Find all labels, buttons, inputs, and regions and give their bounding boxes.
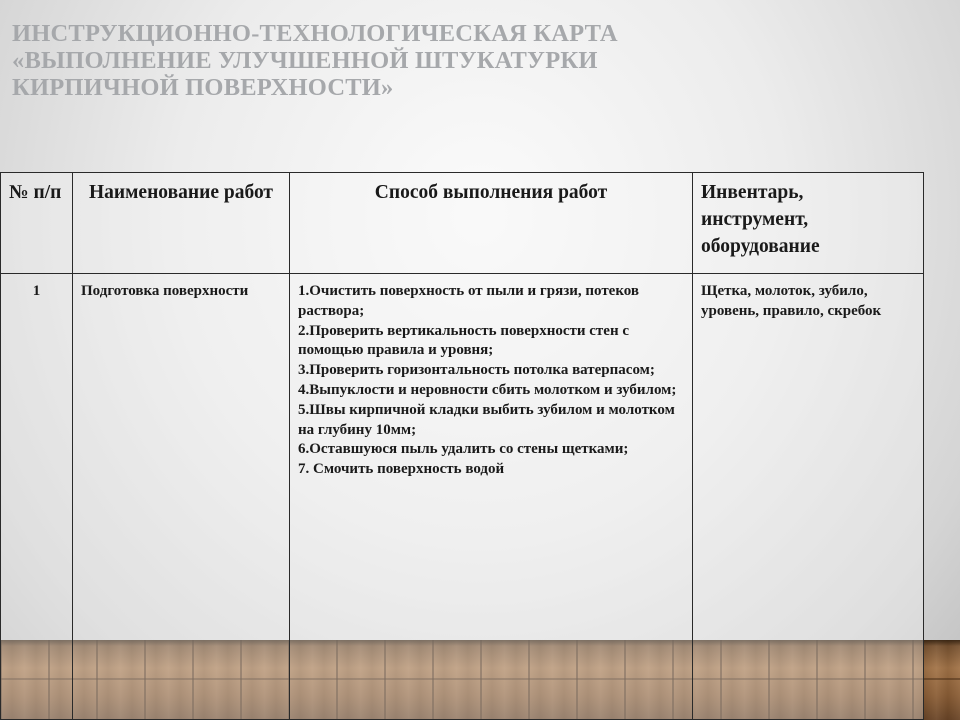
header-number: № п/п xyxy=(1,173,73,274)
table-row xyxy=(1,274,924,720)
method-step: 5.Швы кирпичной кладки выбить зубилом и молотком на глубину 10мм; xyxy=(298,401,675,438)
method-step: 7. Смочить поверхность водой xyxy=(298,461,505,478)
row-tools: Щетка, молоток, зубило, уровень, правило, скребок xyxy=(693,274,924,720)
row-number: 1 xyxy=(1,274,73,720)
header-tools: Инвентарь, инструмент, оборудование xyxy=(693,173,924,274)
title-line-2: «ВЫПОЛНЕНИЕ УЛУЧШЕННОЙ ШТУКАТУРКИ xyxy=(12,47,598,74)
method-step: 2.Проверить вертикальность поверхности стен с помощью правила и уровня; xyxy=(298,322,630,359)
technology-card-table xyxy=(0,172,924,720)
row-method xyxy=(290,274,693,720)
page-title xyxy=(12,20,912,101)
method-step: 4.Выпуклости и неровности сбить молотком и зубилом; xyxy=(298,381,677,398)
table-header-row xyxy=(1,173,924,274)
row-work-name: Подготовка поверхности xyxy=(73,274,290,720)
header-method: Способ выполнения работ xyxy=(290,173,693,274)
header-work-name: Наименование работ xyxy=(73,173,290,274)
method-step: 3.Проверить горизонтальность потолка ватерпасом; xyxy=(298,362,655,379)
method-step: 6.Оставшуюся пыль удалить со стены щетками; xyxy=(298,441,629,458)
title-line-3: КИРПИЧНОЙ ПОВЕРХНОСТИ» xyxy=(12,74,394,101)
title-line-1: ИНСТРУКЦИОННО-ТЕХНОЛОГИЧЕСКАЯ КАРТА xyxy=(12,20,618,47)
method-step: 1.Очистить поверхность от пыли и грязи, потеков раствора; xyxy=(298,283,640,319)
